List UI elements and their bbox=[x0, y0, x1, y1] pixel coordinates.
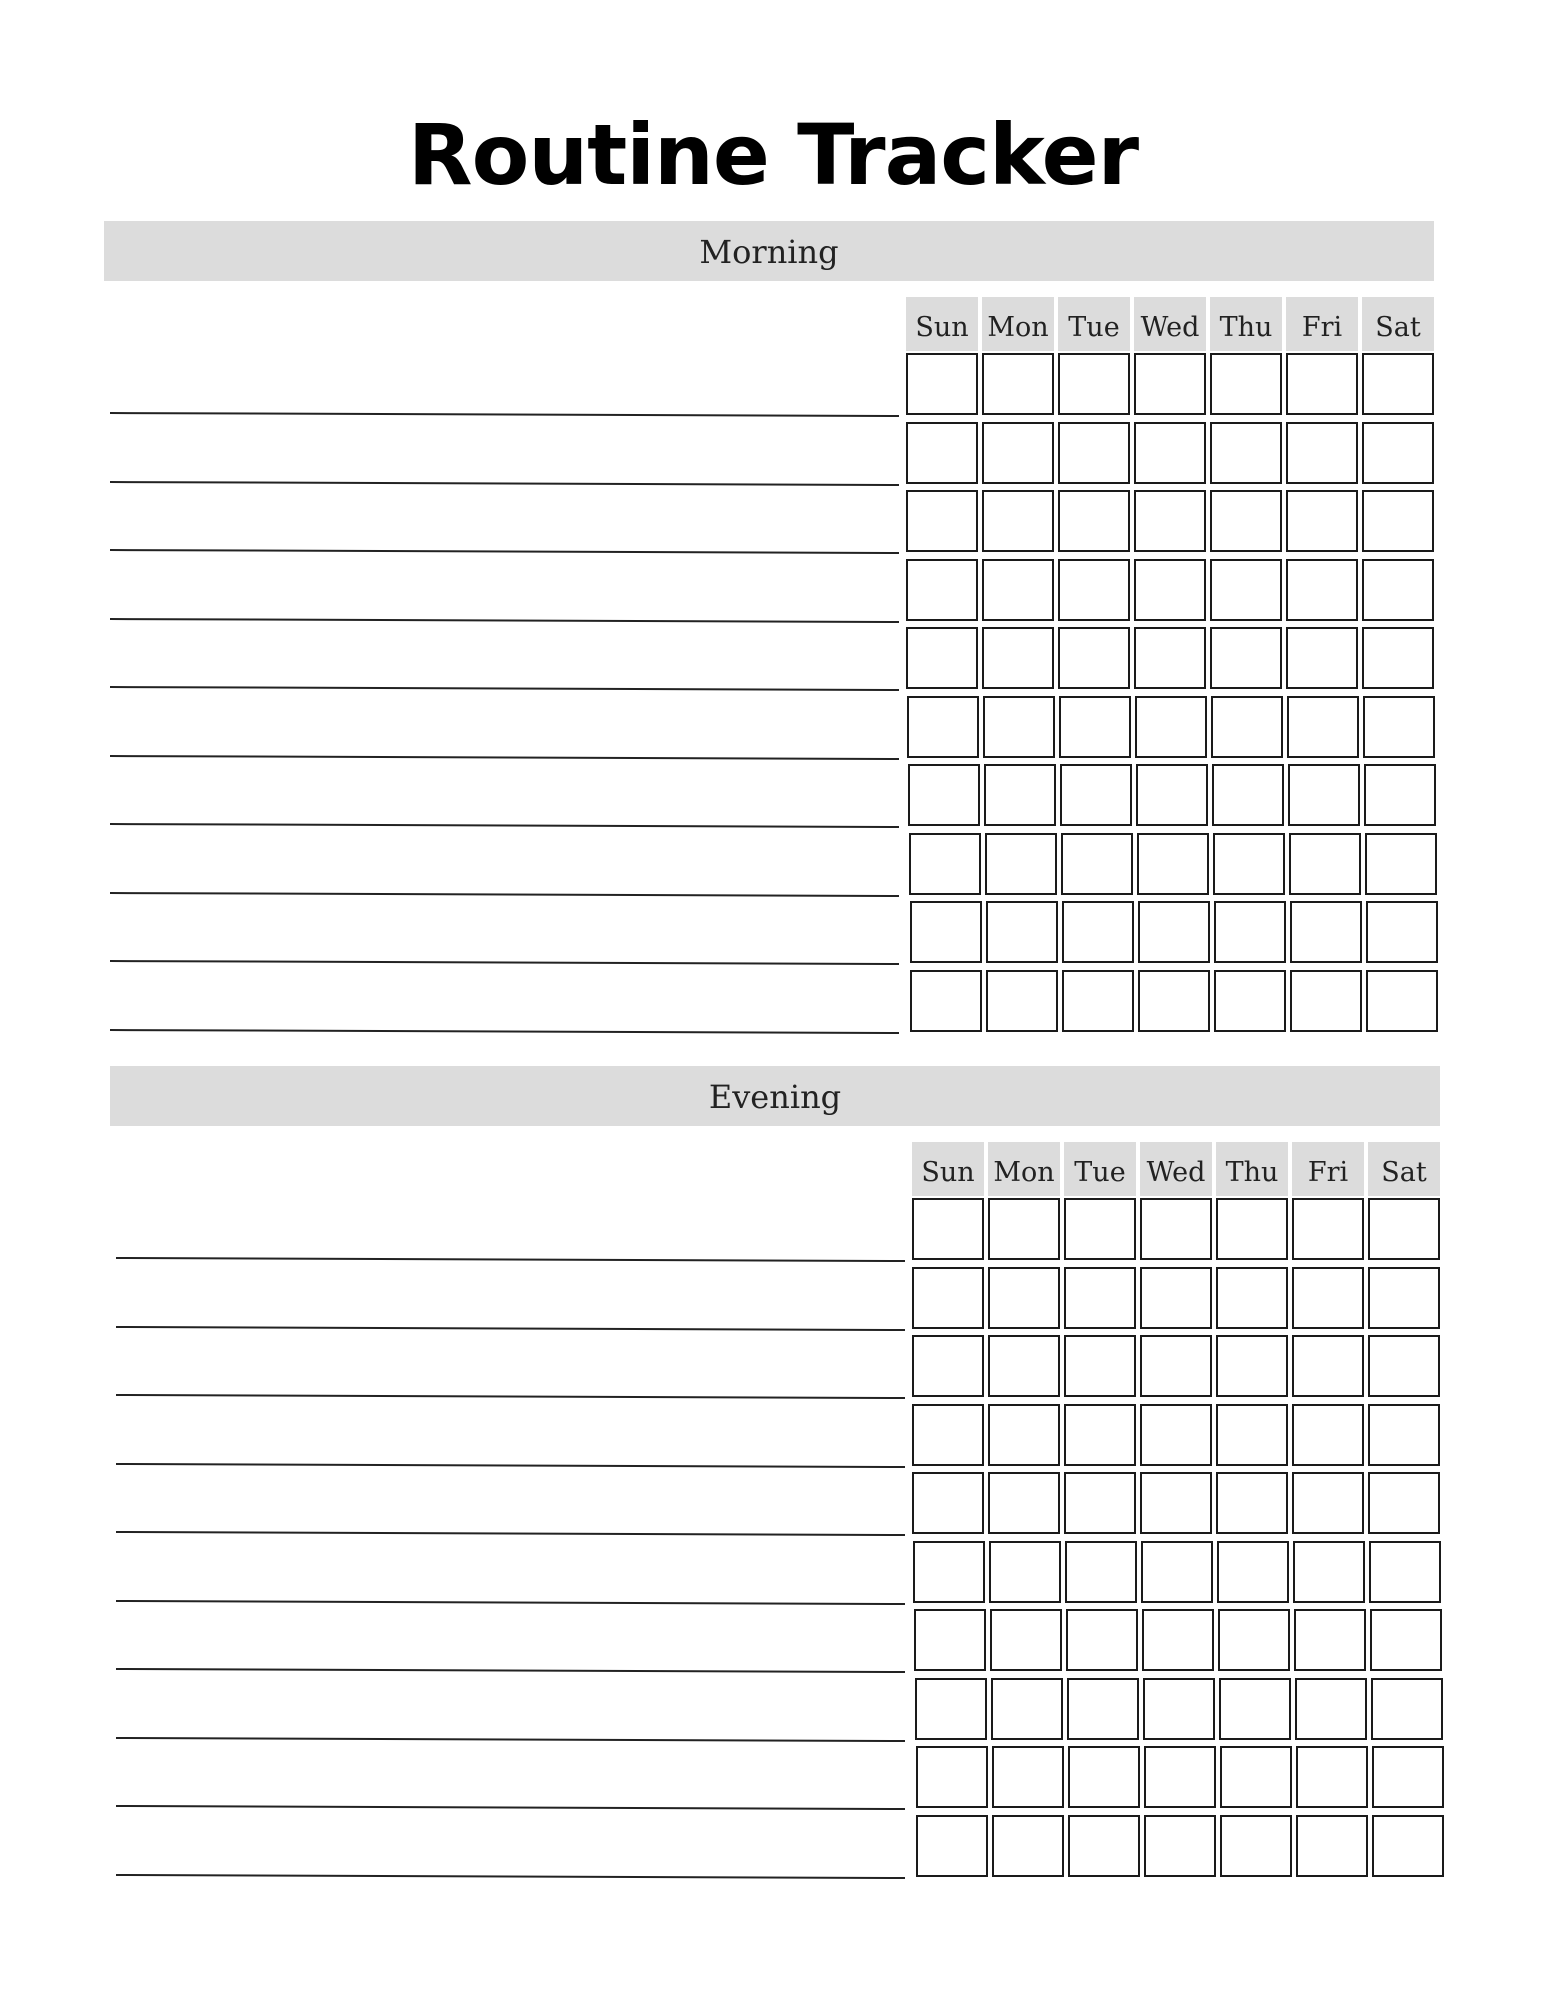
checkbox-row bbox=[910, 901, 1442, 963]
day-checkbox[interactable] bbox=[1138, 970, 1210, 1032]
day-checkbox[interactable] bbox=[1135, 696, 1207, 758]
evening-section bbox=[110, 1066, 1440, 1886]
day-checkbox[interactable] bbox=[1362, 627, 1434, 689]
day-checkbox[interactable] bbox=[1292, 1198, 1364, 1260]
day-checkbox[interactable] bbox=[1137, 833, 1209, 895]
day-checkbox[interactable] bbox=[1289, 833, 1361, 895]
write-in-line[interactable] bbox=[116, 1668, 905, 1673]
day-header-row bbox=[912, 1142, 1444, 1196]
day-checkbox[interactable] bbox=[906, 353, 978, 415]
day-checkbox[interactable] bbox=[1141, 1541, 1213, 1603]
day-checkbox[interactable] bbox=[1290, 901, 1362, 963]
day-checkbox[interactable] bbox=[912, 1198, 984, 1260]
day-checkbox[interactable] bbox=[1210, 353, 1282, 415]
day-checkbox[interactable] bbox=[912, 1472, 984, 1534]
day-checkbox[interactable] bbox=[1364, 764, 1436, 826]
day-checkbox[interactable] bbox=[1064, 1335, 1136, 1397]
day-label: Sat bbox=[1362, 297, 1434, 351]
day-checkbox[interactable] bbox=[988, 1335, 1060, 1397]
day-checkbox[interactable] bbox=[1061, 833, 1133, 895]
day-label: Thu bbox=[1210, 297, 1282, 351]
day-checkbox[interactable] bbox=[1134, 353, 1206, 415]
section-header: Morning bbox=[104, 221, 1434, 281]
day-checkbox[interactable] bbox=[916, 1815, 988, 1877]
day-checkbox[interactable] bbox=[1368, 1267, 1440, 1329]
day-checkbox[interactable] bbox=[1294, 1609, 1366, 1671]
day-checkbox[interactable] bbox=[1144, 1746, 1216, 1808]
day-checkbox[interactable] bbox=[1286, 353, 1358, 415]
day-checkbox[interactable] bbox=[986, 970, 1058, 1032]
day-checkbox[interactable] bbox=[907, 696, 979, 758]
checkbox-row bbox=[913, 1541, 1445, 1603]
checkbox-row bbox=[906, 559, 1438, 621]
write-in-line[interactable] bbox=[116, 1600, 905, 1605]
day-checkbox[interactable] bbox=[913, 1541, 985, 1603]
day-checkbox[interactable] bbox=[991, 1678, 1063, 1740]
day-checkbox[interactable] bbox=[1372, 1815, 1444, 1877]
day-checkbox[interactable] bbox=[1216, 1472, 1288, 1534]
day-checkbox[interactable] bbox=[1064, 1267, 1136, 1329]
day-checkbox[interactable] bbox=[1362, 490, 1434, 552]
write-in-line[interactable] bbox=[110, 755, 899, 760]
day-label: Wed bbox=[1134, 297, 1206, 351]
day-checkbox[interactable] bbox=[1214, 901, 1286, 963]
section-body bbox=[104, 281, 1434, 1041]
write-in-line[interactable] bbox=[110, 823, 899, 828]
section-header: Evening bbox=[110, 1066, 1440, 1126]
day-header-row bbox=[906, 297, 1438, 351]
day-checkbox[interactable] bbox=[1292, 1404, 1364, 1466]
checkbox-row bbox=[906, 353, 1438, 415]
day-checkbox[interactable] bbox=[1062, 970, 1134, 1032]
day-checkbox[interactable] bbox=[1371, 1678, 1443, 1740]
write-in-line[interactable] bbox=[116, 1737, 905, 1742]
day-checkbox[interactable] bbox=[1362, 559, 1434, 621]
day-label: Sun bbox=[906, 297, 978, 351]
day-checkbox[interactable] bbox=[1219, 1678, 1291, 1740]
day-checkbox[interactable] bbox=[1216, 1198, 1288, 1260]
day-checkbox[interactable] bbox=[1210, 422, 1282, 484]
day-label: Fri bbox=[1292, 1142, 1364, 1196]
day-checkbox[interactable] bbox=[906, 422, 978, 484]
write-in-line[interactable] bbox=[116, 1257, 905, 1262]
day-checkbox[interactable] bbox=[1220, 1746, 1292, 1808]
day-checkbox[interactable] bbox=[1058, 559, 1130, 621]
checkbox-row bbox=[914, 1609, 1446, 1671]
morning-section bbox=[104, 221, 1434, 1041]
day-checkbox[interactable] bbox=[912, 1267, 984, 1329]
write-in-line[interactable] bbox=[110, 960, 899, 965]
write-in-line[interactable] bbox=[110, 892, 899, 897]
day-checkbox[interactable] bbox=[1134, 559, 1206, 621]
checkbox-row bbox=[910, 970, 1442, 1032]
day-label: Tue bbox=[1058, 297, 1130, 351]
day-label: Mon bbox=[988, 1142, 1060, 1196]
day-label: Thu bbox=[1216, 1142, 1288, 1196]
day-checkbox[interactable] bbox=[1136, 764, 1208, 826]
day-checkbox[interactable] bbox=[915, 1678, 987, 1740]
checkbox-row bbox=[912, 1198, 1444, 1260]
day-checkbox[interactable] bbox=[1212, 764, 1284, 826]
day-checkbox[interactable] bbox=[1368, 1335, 1440, 1397]
day-checkbox[interactable] bbox=[1366, 970, 1438, 1032]
day-checkbox[interactable] bbox=[1210, 627, 1282, 689]
day-label: Wed bbox=[1140, 1142, 1212, 1196]
day-checkbox[interactable] bbox=[906, 627, 978, 689]
day-checkbox[interactable] bbox=[1370, 1609, 1442, 1671]
day-checkbox[interactable] bbox=[1059, 696, 1131, 758]
day-checkbox[interactable] bbox=[1134, 627, 1206, 689]
day-checkbox[interactable] bbox=[1214, 970, 1286, 1032]
day-checkbox[interactable] bbox=[1210, 559, 1282, 621]
day-checkbox[interactable] bbox=[1217, 1541, 1289, 1603]
day-checkbox[interactable] bbox=[989, 1541, 1061, 1603]
write-in-line[interactable] bbox=[110, 686, 899, 691]
day-checkbox[interactable] bbox=[1368, 1198, 1440, 1260]
write-in-line[interactable] bbox=[116, 1326, 905, 1331]
day-checkbox[interactable] bbox=[982, 490, 1054, 552]
day-checkbox[interactable] bbox=[1292, 1335, 1364, 1397]
checkbox-grid bbox=[912, 1142, 1444, 1196]
checkbox-row bbox=[906, 422, 1438, 484]
day-checkbox[interactable] bbox=[1296, 1746, 1368, 1808]
day-checkbox[interactable] bbox=[1066, 1609, 1138, 1671]
day-checkbox[interactable] bbox=[1142, 1609, 1214, 1671]
day-checkbox[interactable] bbox=[984, 764, 1056, 826]
day-checkbox[interactable] bbox=[1140, 1267, 1212, 1329]
checkbox-row bbox=[907, 696, 1439, 758]
checkbox-row bbox=[912, 1335, 1444, 1397]
day-checkbox[interactable] bbox=[1292, 1472, 1364, 1534]
day-checkbox[interactable] bbox=[1064, 1404, 1136, 1466]
day-checkbox[interactable] bbox=[982, 353, 1054, 415]
day-checkbox[interactable] bbox=[982, 627, 1054, 689]
day-checkbox[interactable] bbox=[982, 422, 1054, 484]
day-checkbox[interactable] bbox=[1134, 422, 1206, 484]
write-in-line[interactable] bbox=[110, 412, 899, 417]
day-checkbox[interactable] bbox=[1293, 1541, 1365, 1603]
day-checkbox[interactable] bbox=[988, 1404, 1060, 1466]
write-in-line[interactable] bbox=[116, 1463, 905, 1468]
day-checkbox[interactable] bbox=[1064, 1198, 1136, 1260]
day-checkbox[interactable] bbox=[988, 1267, 1060, 1329]
checkbox-row bbox=[906, 627, 1438, 689]
day-checkbox[interactable] bbox=[1140, 1198, 1212, 1260]
day-checkbox[interactable] bbox=[908, 764, 980, 826]
checkbox-row bbox=[912, 1472, 1444, 1534]
day-checkbox[interactable] bbox=[910, 901, 982, 963]
write-in-line[interactable] bbox=[116, 1805, 905, 1810]
day-checkbox[interactable] bbox=[1290, 970, 1362, 1032]
day-checkbox[interactable] bbox=[1134, 490, 1206, 552]
write-in-line[interactable] bbox=[110, 1029, 899, 1034]
day-label: Sun bbox=[912, 1142, 984, 1196]
day-checkbox[interactable] bbox=[1292, 1267, 1364, 1329]
day-checkbox[interactable] bbox=[1058, 627, 1130, 689]
day-checkbox[interactable] bbox=[912, 1335, 984, 1397]
day-checkbox[interactable] bbox=[1363, 696, 1435, 758]
day-label: Fri bbox=[1286, 297, 1358, 351]
day-checkbox[interactable] bbox=[1295, 1678, 1367, 1740]
checkbox-row bbox=[915, 1678, 1447, 1740]
day-checkbox[interactable] bbox=[992, 1815, 1064, 1877]
checkbox-row bbox=[916, 1815, 1448, 1877]
day-checkbox[interactable] bbox=[1140, 1335, 1212, 1397]
day-checkbox[interactable] bbox=[1220, 1815, 1292, 1877]
day-checkbox[interactable] bbox=[1296, 1815, 1368, 1877]
page-title: Routine Tracker bbox=[407, 106, 1139, 204]
day-checkbox[interactable] bbox=[1286, 422, 1358, 484]
day-label: Mon bbox=[982, 297, 1054, 351]
write-in-line[interactable] bbox=[110, 618, 899, 623]
write-in-line[interactable] bbox=[110, 481, 899, 486]
write-in-line[interactable] bbox=[116, 1874, 905, 1879]
day-checkbox[interactable] bbox=[990, 1609, 1062, 1671]
day-checkbox[interactable] bbox=[1143, 1678, 1215, 1740]
day-checkbox[interactable] bbox=[916, 1746, 988, 1808]
day-checkbox[interactable] bbox=[1067, 1678, 1139, 1740]
checkbox-row bbox=[912, 1267, 1444, 1329]
day-checkbox[interactable] bbox=[1068, 1815, 1140, 1877]
day-checkbox[interactable] bbox=[906, 490, 978, 552]
day-checkbox[interactable] bbox=[1365, 833, 1437, 895]
day-checkbox[interactable] bbox=[914, 1609, 986, 1671]
checkbox-row bbox=[908, 764, 1440, 826]
checkbox-row bbox=[916, 1746, 1448, 1808]
day-label: Sat bbox=[1368, 1142, 1440, 1196]
day-checkbox[interactable] bbox=[1362, 353, 1434, 415]
day-checkbox[interactable] bbox=[1140, 1472, 1212, 1534]
day-checkbox[interactable] bbox=[1060, 764, 1132, 826]
day-checkbox[interactable] bbox=[1064, 1472, 1136, 1534]
day-checkbox[interactable] bbox=[1369, 1541, 1441, 1603]
day-checkbox[interactable] bbox=[909, 833, 981, 895]
day-checkbox[interactable] bbox=[982, 559, 1054, 621]
day-checkbox[interactable] bbox=[1286, 559, 1358, 621]
day-checkbox[interactable] bbox=[1138, 901, 1210, 963]
day-checkbox[interactable] bbox=[1213, 833, 1285, 895]
day-checkbox[interactable] bbox=[986, 901, 1058, 963]
day-checkbox[interactable] bbox=[1058, 422, 1130, 484]
day-checkbox[interactable] bbox=[988, 1472, 1060, 1534]
day-checkbox[interactable] bbox=[1058, 353, 1130, 415]
day-checkbox[interactable] bbox=[1144, 1815, 1216, 1877]
day-checkbox[interactable] bbox=[992, 1746, 1064, 1808]
day-checkbox[interactable] bbox=[983, 696, 1055, 758]
day-checkbox[interactable] bbox=[910, 970, 982, 1032]
write-in-line[interactable] bbox=[116, 1394, 905, 1399]
checkbox-row bbox=[909, 833, 1441, 895]
day-checkbox[interactable] bbox=[1366, 901, 1438, 963]
checkbox-grid bbox=[906, 297, 1438, 351]
day-checkbox[interactable] bbox=[1140, 1404, 1212, 1466]
day-checkbox[interactable] bbox=[1216, 1267, 1288, 1329]
day-label: Tue bbox=[1064, 1142, 1136, 1196]
day-checkbox[interactable] bbox=[1216, 1335, 1288, 1397]
day-checkbox[interactable] bbox=[1062, 901, 1134, 963]
day-checkbox[interactable] bbox=[1210, 490, 1282, 552]
day-checkbox[interactable] bbox=[1065, 1541, 1137, 1603]
day-checkbox[interactable] bbox=[1211, 696, 1283, 758]
day-checkbox[interactable] bbox=[1058, 490, 1130, 552]
day-checkbox[interactable] bbox=[1368, 1404, 1440, 1466]
day-checkbox[interactable] bbox=[906, 559, 978, 621]
day-checkbox[interactable] bbox=[1287, 696, 1359, 758]
day-checkbox[interactable] bbox=[1286, 627, 1358, 689]
day-checkbox[interactable] bbox=[1368, 1472, 1440, 1534]
day-checkbox[interactable] bbox=[1288, 764, 1360, 826]
checkbox-row bbox=[912, 1404, 1444, 1466]
day-checkbox[interactable] bbox=[988, 1198, 1060, 1260]
day-checkbox[interactable] bbox=[1372, 1746, 1444, 1808]
write-in-line[interactable] bbox=[116, 1531, 905, 1536]
day-checkbox[interactable] bbox=[1216, 1404, 1288, 1466]
checkbox-row bbox=[906, 490, 1438, 552]
section-body bbox=[110, 1126, 1440, 1886]
day-checkbox[interactable] bbox=[1286, 490, 1358, 552]
day-checkbox[interactable] bbox=[1362, 422, 1434, 484]
write-in-line[interactable] bbox=[110, 549, 899, 554]
day-checkbox[interactable] bbox=[1218, 1609, 1290, 1671]
day-checkbox[interactable] bbox=[1068, 1746, 1140, 1808]
day-checkbox[interactable] bbox=[912, 1404, 984, 1466]
day-checkbox[interactable] bbox=[985, 833, 1057, 895]
